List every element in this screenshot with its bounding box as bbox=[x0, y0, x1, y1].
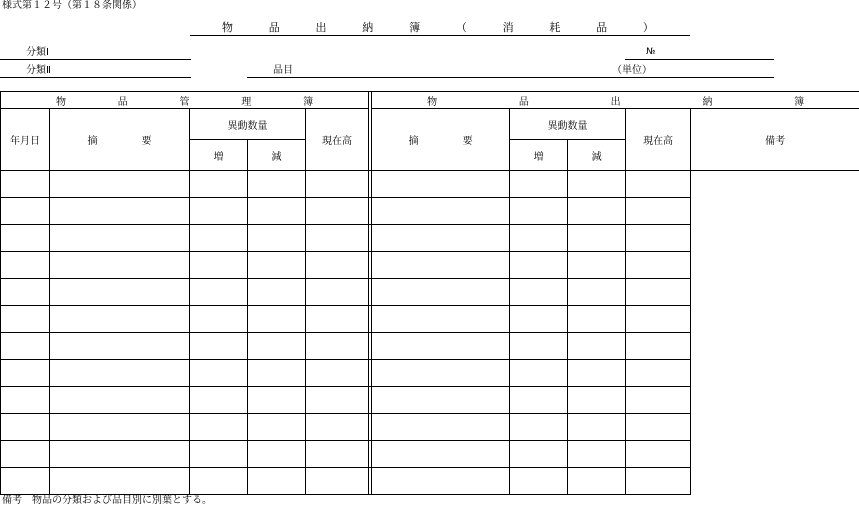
table-cell[interactable] bbox=[372, 387, 510, 414]
table-cell[interactable] bbox=[510, 171, 568, 198]
table-cell[interactable] bbox=[568, 306, 626, 333]
table-cell[interactable] bbox=[568, 414, 626, 441]
table-cell[interactable] bbox=[190, 171, 248, 198]
section-title-char: 簿 bbox=[303, 96, 314, 108]
table-row bbox=[1, 360, 859, 387]
table-cell[interactable] bbox=[248, 414, 306, 441]
summary-char: 要 bbox=[462, 136, 473, 147]
table-cell[interactable] bbox=[510, 468, 568, 495]
table-cell[interactable] bbox=[190, 225, 248, 252]
table-cell[interactable] bbox=[306, 360, 369, 387]
ledger-table bbox=[0, 91, 859, 495]
table-cell[interactable] bbox=[248, 171, 306, 198]
title-char: （ bbox=[455, 21, 467, 34]
table-cell[interactable] bbox=[50, 468, 190, 495]
table-cell[interactable] bbox=[248, 387, 306, 414]
table-cell[interactable] bbox=[190, 414, 248, 441]
table-cell[interactable] bbox=[626, 279, 691, 306]
table-cell[interactable] bbox=[626, 333, 691, 360]
table-cell[interactable] bbox=[190, 198, 248, 225]
no-field[interactable] bbox=[625, 59, 774, 60]
table-cell[interactable] bbox=[1, 333, 50, 360]
table-cell[interactable] bbox=[1, 306, 50, 333]
table-cell[interactable] bbox=[626, 414, 691, 441]
table-cell[interactable] bbox=[248, 198, 306, 225]
table-cell[interactable] bbox=[50, 198, 190, 225]
table-cell[interactable] bbox=[626, 360, 691, 387]
table-cell[interactable] bbox=[190, 360, 248, 387]
table-cell[interactable] bbox=[248, 333, 306, 360]
table-cell[interactable] bbox=[248, 360, 306, 387]
table-cell[interactable] bbox=[190, 279, 248, 306]
table-cell[interactable] bbox=[568, 333, 626, 360]
col-increase-header: 増 bbox=[190, 140, 248, 171]
title-char: 品 bbox=[268, 21, 280, 34]
table-cell[interactable] bbox=[372, 333, 510, 360]
table-cell[interactable] bbox=[50, 387, 190, 414]
table-cell[interactable] bbox=[510, 252, 568, 279]
table-cell[interactable] bbox=[50, 171, 190, 198]
table-cell[interactable] bbox=[1, 279, 50, 306]
table-cell[interactable] bbox=[248, 468, 306, 495]
table-cell[interactable] bbox=[626, 252, 691, 279]
table-cell[interactable] bbox=[372, 171, 510, 198]
table-cell[interactable] bbox=[372, 198, 510, 225]
table-cell[interactable] bbox=[306, 333, 369, 360]
table-cell[interactable] bbox=[248, 279, 306, 306]
col-decrease-header: 減 bbox=[248, 140, 306, 171]
table-cell[interactable] bbox=[510, 225, 568, 252]
col-remarks-header: 備考 bbox=[691, 109, 859, 171]
table-cell[interactable] bbox=[306, 441, 369, 468]
table-row bbox=[1, 468, 859, 495]
table-cell[interactable] bbox=[50, 279, 190, 306]
page-title bbox=[222, 22, 654, 33]
table-cell[interactable] bbox=[510, 333, 568, 360]
summary-char: 摘 bbox=[408, 136, 419, 147]
table-cell[interactable] bbox=[306, 252, 369, 279]
table-cell[interactable] bbox=[248, 252, 306, 279]
table-cell[interactable] bbox=[190, 333, 248, 360]
footnote: 備考 物品の分類および品目別に別葉とする。 bbox=[2, 495, 212, 506]
table-cell[interactable] bbox=[372, 225, 510, 252]
table-cell[interactable] bbox=[626, 468, 691, 495]
table-cell[interactable] bbox=[50, 306, 190, 333]
table-cell[interactable] bbox=[306, 225, 369, 252]
title-char: 物 bbox=[222, 21, 233, 34]
table-row bbox=[1, 387, 859, 414]
title-char: 耗 bbox=[549, 21, 561, 34]
table-cell[interactable] bbox=[568, 198, 626, 225]
table-cell[interactable] bbox=[190, 468, 248, 495]
table-cell[interactable] bbox=[190, 252, 248, 279]
table-cell[interactable] bbox=[306, 198, 369, 225]
table-cell[interactable] bbox=[1, 360, 50, 387]
table-cell[interactable] bbox=[306, 414, 369, 441]
table-cell[interactable] bbox=[190, 306, 248, 333]
table-row bbox=[1, 414, 859, 441]
no-label: № bbox=[646, 47, 656, 57]
table-cell[interactable] bbox=[306, 171, 369, 198]
category1-label: 分類Ⅰ bbox=[26, 47, 49, 58]
table-cell[interactable] bbox=[510, 306, 568, 333]
table-cell[interactable] bbox=[568, 360, 626, 387]
table-cell[interactable] bbox=[50, 360, 190, 387]
table-cell[interactable] bbox=[568, 225, 626, 252]
table-cell[interactable] bbox=[568, 468, 626, 495]
section-title-char: 簿 bbox=[794, 96, 805, 108]
unit-field[interactable] bbox=[610, 77, 774, 78]
table-cell[interactable] bbox=[1, 468, 50, 495]
table-cell[interactable] bbox=[626, 198, 691, 225]
table-cell[interactable] bbox=[510, 279, 568, 306]
col-summary-header bbox=[50, 109, 190, 171]
table-cell[interactable] bbox=[626, 225, 691, 252]
table-row bbox=[1, 306, 859, 333]
table-cell[interactable] bbox=[510, 387, 568, 414]
table-cell[interactable] bbox=[510, 441, 568, 468]
section-title-char: 納 bbox=[702, 96, 713, 108]
summary-char: 要 bbox=[141, 136, 152, 147]
table-cell[interactable] bbox=[568, 387, 626, 414]
table-cell[interactable] bbox=[510, 198, 568, 225]
category2-label: 分類Ⅱ bbox=[26, 65, 51, 76]
table-cell[interactable] bbox=[190, 441, 248, 468]
table-cell[interactable] bbox=[306, 468, 369, 495]
table-cell[interactable] bbox=[568, 252, 626, 279]
table-cell[interactable] bbox=[568, 441, 626, 468]
section-title-char: 出 bbox=[610, 96, 621, 108]
table-cell[interactable] bbox=[626, 171, 691, 198]
item-field[interactable] bbox=[247, 77, 610, 78]
table-cell[interactable] bbox=[568, 279, 626, 306]
summary-char: 摘 bbox=[87, 136, 98, 147]
table-cell[interactable] bbox=[372, 441, 510, 468]
title-char: 消 bbox=[502, 21, 514, 34]
table-cell[interactable] bbox=[372, 279, 510, 306]
table-cell[interactable] bbox=[1, 441, 50, 468]
category2-field[interactable] bbox=[0, 77, 191, 78]
section-title-char: 品 bbox=[117, 96, 128, 108]
col-date-header: 年月日 bbox=[1, 109, 50, 171]
title-char: ） bbox=[642, 21, 654, 34]
table-cell[interactable] bbox=[50, 333, 190, 360]
col-summary-header bbox=[372, 109, 510, 171]
section-title-char: 品 bbox=[518, 96, 529, 108]
table-cell[interactable] bbox=[372, 360, 510, 387]
table-cell[interactable] bbox=[1, 252, 50, 279]
title-char: 品 bbox=[596, 21, 608, 34]
section-title-char: 理 bbox=[241, 96, 252, 108]
title-char: 納 bbox=[362, 21, 374, 34]
table-cell[interactable] bbox=[510, 360, 568, 387]
table-cell[interactable] bbox=[248, 306, 306, 333]
table-row bbox=[1, 252, 859, 279]
col-balance-header: 現在高 bbox=[626, 109, 691, 171]
table-row bbox=[1, 333, 859, 360]
table-cell[interactable] bbox=[372, 252, 510, 279]
table-row bbox=[1, 279, 859, 306]
table-cell[interactable] bbox=[306, 306, 369, 333]
ledger-body bbox=[1, 171, 859, 495]
table-row bbox=[1, 198, 859, 225]
table-cell[interactable] bbox=[372, 306, 510, 333]
table-cell[interactable] bbox=[1, 387, 50, 414]
title-char: 出 bbox=[315, 21, 327, 34]
table-cell[interactable] bbox=[1, 198, 50, 225]
title-char: 簿 bbox=[409, 21, 421, 34]
category1-field[interactable] bbox=[0, 59, 191, 60]
table-cell[interactable] bbox=[50, 414, 190, 441]
col-change-header: 異動数量 bbox=[190, 109, 306, 140]
table-row bbox=[1, 441, 859, 468]
table-cell[interactable] bbox=[50, 441, 190, 468]
col-balance-header: 現在高 bbox=[306, 109, 369, 171]
table-cell[interactable] bbox=[626, 387, 691, 414]
section-title-char: 物 bbox=[427, 96, 438, 108]
form-number: 様式第１２号（第１８条関係） bbox=[2, 0, 142, 11]
table-row bbox=[1, 171, 859, 198]
table-cell[interactable] bbox=[372, 414, 510, 441]
table-cell[interactable] bbox=[372, 468, 510, 495]
table-cell[interactable] bbox=[626, 306, 691, 333]
table-cell[interactable] bbox=[1, 414, 50, 441]
col-change-header: 異動数量 bbox=[510, 109, 626, 140]
left-section-title bbox=[1, 92, 369, 109]
table-cell[interactable] bbox=[568, 171, 626, 198]
section-title-char: 管 bbox=[179, 96, 190, 108]
col-decrease-header: 減 bbox=[568, 140, 626, 171]
table-cell[interactable] bbox=[50, 225, 190, 252]
table-cell[interactable] bbox=[190, 387, 248, 414]
table-cell[interactable] bbox=[248, 441, 306, 468]
item-label: 品目 bbox=[273, 65, 293, 76]
table-row bbox=[1, 225, 859, 252]
table-cell[interactable] bbox=[510, 414, 568, 441]
col-increase-header: 増 bbox=[510, 140, 568, 171]
table-cell[interactable] bbox=[306, 387, 369, 414]
table-cell[interactable] bbox=[626, 441, 691, 468]
table-cell[interactable] bbox=[50, 252, 190, 279]
section-title-char: 物 bbox=[56, 96, 66, 108]
table-cell[interactable] bbox=[248, 225, 306, 252]
right-section-title bbox=[372, 92, 859, 109]
table-cell[interactable] bbox=[1, 225, 50, 252]
unit-label: （単位） bbox=[612, 65, 652, 76]
table-cell[interactable] bbox=[306, 279, 369, 306]
title-underline bbox=[190, 35, 690, 36]
table-cell[interactable] bbox=[1, 171, 50, 198]
